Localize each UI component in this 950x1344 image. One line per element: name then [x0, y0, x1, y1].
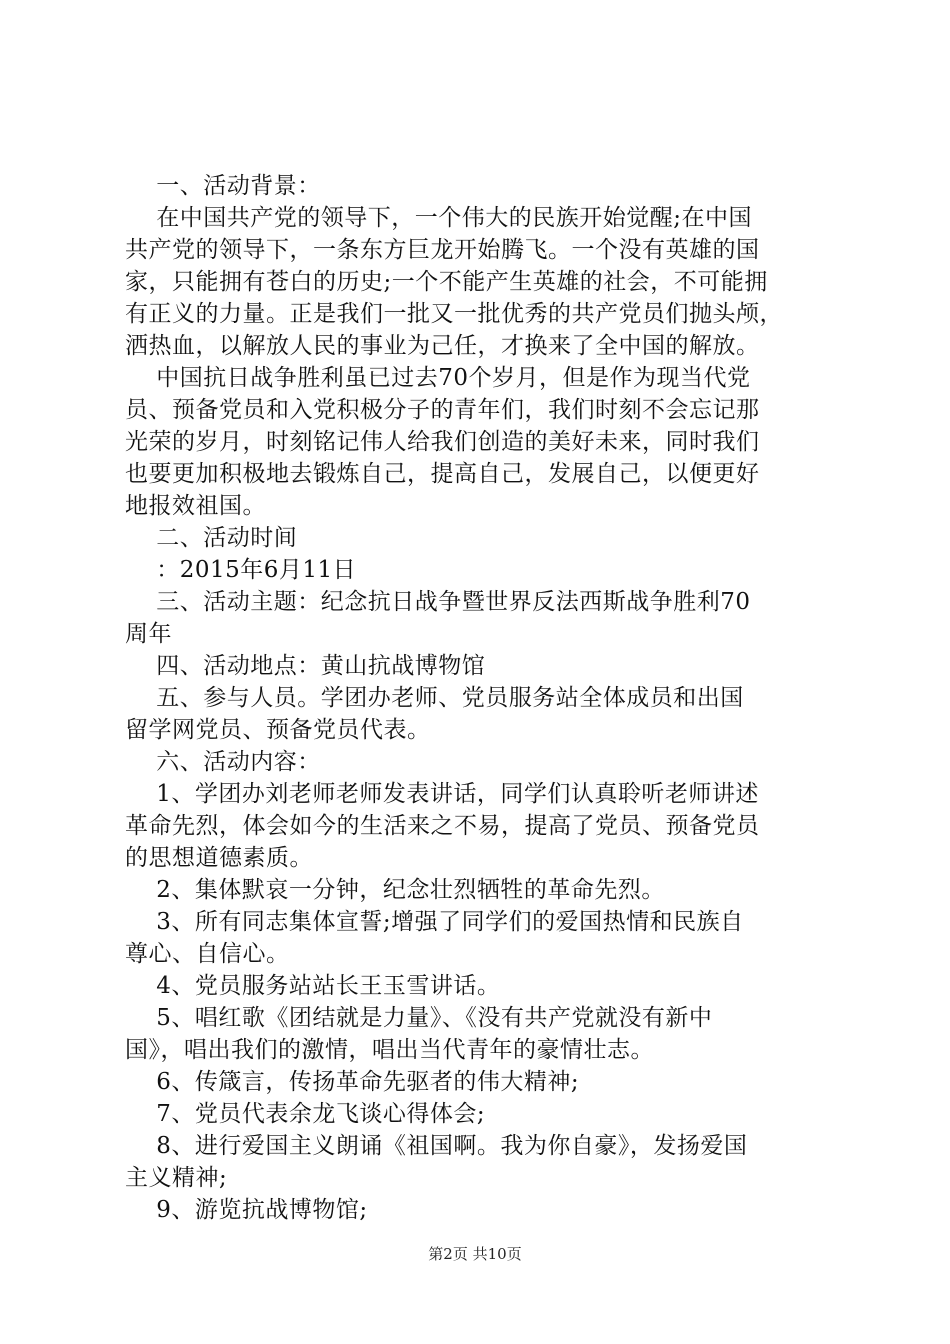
- document-body: [125, 170, 835, 1226]
- text-line: 五、参与人员。学团办老师、党员服务站全体成员和出国: [125, 685, 744, 711]
- text-line: 四、活动地点：黄山抗战博物馆: [125, 653, 486, 679]
- text-line: 9、游览抗战博物馆;: [125, 1197, 368, 1223]
- text-line: 六、活动内容：: [125, 749, 321, 775]
- text-line: 家，只能拥有苍白的历史;一个不能产生英雄的社会，不可能拥: [125, 269, 768, 295]
- text-line: 2、集体默哀一分钟，纪念壮烈牺牲的革命先烈。: [125, 877, 665, 903]
- text-line: 光荣的岁月，时刻铭记伟人给我们创造的美好未来，同时我们: [125, 429, 760, 455]
- text-line: 周年: [125, 621, 172, 647]
- text-line: 3、所有同志集体宣誓;增强了同学们的爱国热情和民族自: [125, 909, 744, 935]
- text-line: 1、学团办刘老师老师发表讲话，同学们认真聆听老师讲述: [125, 781, 759, 807]
- text-line: 在中国共产党的领导下，一个伟大的民族开始觉醒;在中国: [125, 205, 752, 231]
- text-line: 国》，唱出我们的激情，唱出当代青年的豪情壮志。: [125, 1037, 654, 1063]
- text-line: 5、唱红歌《团结就是力量》、《没有共产党就没有新中: [125, 1005, 713, 1031]
- text-line: 8、进行爱国主义朗诵《祖国啊。我为你自豪》，发扬爱国: [125, 1133, 748, 1159]
- text-line: 洒热血，以解放人民的事业为己任，才换来了全中国的解放。: [125, 333, 760, 359]
- text-line: 也要更加积极地去锻炼自己，提高自己，发展自己，以便更好: [125, 461, 760, 487]
- page-number-info: 第2页 共10页: [428, 1245, 522, 1263]
- text-line: 革命先烈，体会如今的生活来之不易，提高了党员、预备党员: [125, 813, 760, 839]
- text-line: 三、活动主题：纪念抗日战争暨世界反法西斯战争胜利70: [125, 589, 751, 615]
- text-line: 的思想道德素质。: [125, 845, 313, 871]
- text-line: 中国抗日战争胜利虽已过去70个岁月，但是作为现当代党: [125, 365, 751, 391]
- text-line: 二、活动时间: [125, 525, 298, 551]
- text-line: ：2015年6月11日: [125, 557, 357, 583]
- text-line: 共产党的领导下，一条东方巨龙开始腾飞。一个没有英雄的国: [125, 237, 760, 263]
- text-line: 尊心、自信心。: [125, 941, 290, 967]
- text-line: 留学网党员、预备党员代表。: [125, 717, 431, 743]
- text-line: 6、传箴言，传扬革命先驱者的伟大精神;: [125, 1069, 580, 1095]
- text-line: 员、预备党员和入党积极分子的青年们，我们时刻不会忘记那: [125, 397, 760, 423]
- text-line: 一、活动背景：: [125, 173, 321, 199]
- text-line: 主义精神;: [125, 1165, 228, 1191]
- text-line: 地报效祖国。: [125, 493, 266, 519]
- text-line: 7、党员代表余龙飞谈心得体会;: [125, 1101, 486, 1127]
- text-line: 4、党员服务站站长王玉雪讲话。: [125, 973, 501, 999]
- page-footer: [0, 1244, 950, 1264]
- text-line: 有正义的力量。正是我们一批又一批优秀的共产党员们抛头颅，: [125, 301, 783, 327]
